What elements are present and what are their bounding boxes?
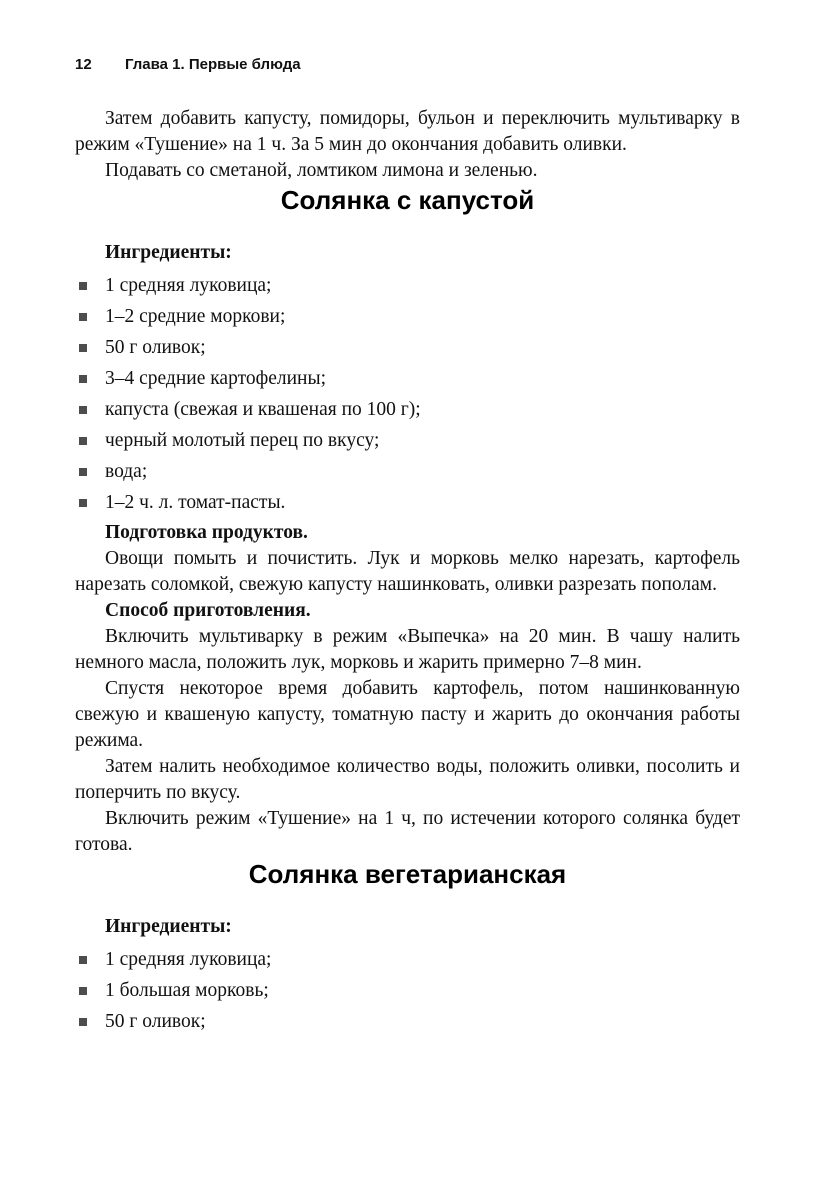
ingredient-text: вода; — [105, 461, 148, 482]
running-head — [75, 56, 740, 74]
bullet-square-icon — [79, 437, 87, 445]
list-item — [75, 975, 740, 1006]
list-item — [75, 456, 740, 487]
bullet-square-icon — [79, 1018, 87, 1026]
list-item — [75, 301, 740, 332]
ingredient-text: 1 средняя луковица; — [105, 949, 272, 970]
bullet-square-icon — [79, 344, 87, 352]
bullet-square-icon — [79, 468, 87, 476]
ingredient-text: капуста (свежая и квашеная по 100 г); — [105, 399, 421, 420]
ingredient-text: 1–2 ч. л. томат-пасты. — [105, 492, 286, 513]
bullet-square-icon — [79, 282, 87, 290]
ingredient-text: 1–2 средние моркови; — [105, 306, 286, 327]
ingredient-list — [75, 944, 740, 1037]
paragraph: Включить режим «Тушение» на 1 ч, по истечении которого солянка будет готова. — [75, 808, 740, 855]
paragraph: Спустя некоторое время добавить картофель, потом нашинкованную свежую и квашеную капусту, томатную пасту и жарить до окончания работы режима. — [75, 678, 740, 751]
ingredients-label: Ингредиенты: — [105, 916, 232, 937]
chapter-title: Глава 1. Первые блюда — [125, 56, 301, 73]
list-item — [75, 363, 740, 394]
bullet-square-icon — [79, 406, 87, 414]
paragraph: Подавать со сметаной, ломтиком лимона и зеленью. — [105, 160, 538, 181]
ingredient-text: 1 большая морковь; — [105, 980, 269, 1001]
list-item — [75, 487, 740, 518]
bullet-square-icon — [79, 375, 87, 383]
bullet-square-icon — [79, 956, 87, 964]
list-item — [75, 1006, 740, 1037]
paragraph: Затем добавить капусту, помидоры, бульон и переключить мультиварку в режим «Тушение» на 1 ч. За 5 мин до окончания добавить оливки. — [75, 108, 740, 155]
paragraph: Затем налить необходимое количество воды, положить оливки, посолить и поперчить по вкусу. — [75, 756, 740, 803]
ingredient-text: черный молотый перец по вкусу; — [105, 430, 380, 451]
list-item — [75, 944, 740, 975]
page-number: 12 — [75, 56, 92, 73]
list-item — [75, 425, 740, 456]
recipe-title: Солянка вегетарианская — [248, 859, 567, 889]
ingredient-text: 50 г оливок; — [105, 1011, 206, 1032]
list-item — [75, 332, 740, 363]
method-label: Способ приготовления. — [105, 600, 311, 621]
paragraph: Включить мультиварку в режим «Выпечка» на 20 мин. В чашу налить немного масла, положить лук, морковь и жарить примерно 7–8 мин. — [75, 626, 740, 673]
ingredients-label: Ингредиенты: — [105, 242, 232, 263]
prep-label: Подготовка продуктов. — [105, 522, 308, 543]
recipe-title: Солянка с капустой — [280, 185, 535, 215]
list-item — [75, 270, 740, 301]
ingredient-text: 1 средняя луковица; — [105, 275, 272, 296]
bullet-square-icon — [79, 987, 87, 995]
bullet-square-icon — [79, 499, 87, 507]
ingredient-text: 3–4 средние картофелины; — [105, 368, 327, 389]
ingredient-list — [75, 270, 740, 518]
paragraph: Овощи помыть и почистить. Лук и морковь мелко нарезать, картофель нарезать соломкой, свежую капусту нашинковать, оливки разрезать пополам. — [75, 548, 740, 595]
bullet-square-icon — [79, 313, 87, 321]
method-paragraphs — [75, 624, 740, 858]
ingredient-text: 50 г оливок; — [105, 337, 206, 358]
list-item — [75, 394, 740, 425]
